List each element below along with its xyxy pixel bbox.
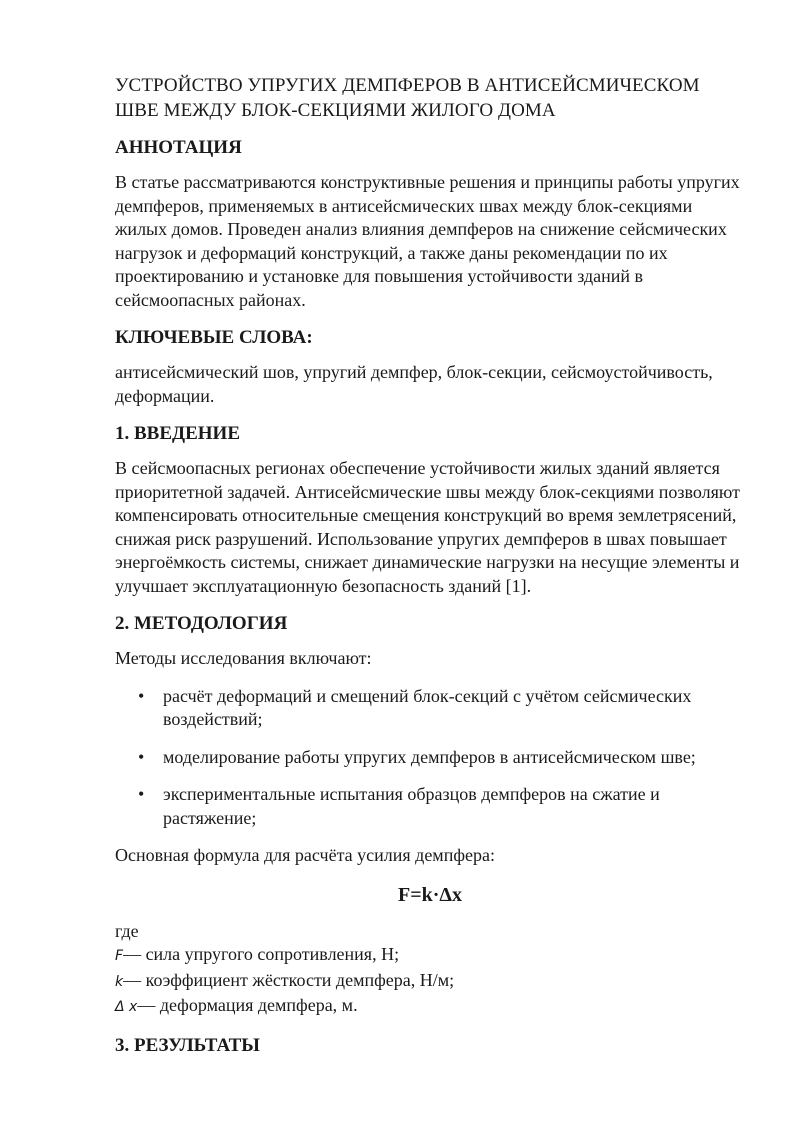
introduction-section xyxy=(115,422,745,598)
introduction-heading: 1. ВВЕДЕНИЕ xyxy=(115,423,240,444)
results-section xyxy=(115,1034,745,1058)
abstract-text: В статье рассматриваются конструктивные решения и принципы работы упругих демпферов, применяемых в антисейсмических швах между блок-секциями жилых домов. Проведен анализ влияния демпферов на снижение сейсмических нагрузок и деформаций конструкций, а также даны рекомендации по их проектированию и установке для повышения устойчивости зданий в сейсмоопасных районах. xyxy=(115,172,740,310)
list-item-text: моделирование работы упругих демпферов в антисейсмическом шве; xyxy=(163,746,696,767)
keywords-heading: КЛЮЧЕВЫЕ СЛОВА: xyxy=(115,327,313,348)
formula-intro: Основная формула для расчёта усилия демпфера: xyxy=(115,845,495,865)
list-item-text: экспериментальные испытания образцов демпферов на сжатие и растяжение; xyxy=(163,784,660,828)
list-item-text: расчёт деформаций и смещений блок-секций с учётом сейсмических воздействий; xyxy=(163,685,692,729)
bullet-icon: • xyxy=(138,784,145,804)
methods-list xyxy=(115,685,745,831)
methodology-intro: Методы исследования включают: xyxy=(115,648,372,668)
definition-row xyxy=(115,943,745,969)
list-item xyxy=(115,685,745,732)
definition-symbol: k xyxy=(115,973,124,990)
keywords-text: антисейсмический шов, упругий демпфер, блок-секции, сейсмоустойчивость, деформации. xyxy=(115,362,713,406)
bullet-icon: • xyxy=(138,685,145,706)
definition-row xyxy=(115,969,745,995)
introduction-text: В сейсмоопасных регионах обеспечение устойчивости жилых зданий является приоритетной задачей. Антисейсмические швы между блок-секциями позволяют компенсировать относительные смещения конструкций во время землетрясений, снижая риск разрушений. Использование упругих демпферов в швах повышает энергоёмкость системы, снижает динамические нагрузки на несущие элементы и улучшает эксплуатационную безопасность зданий [1]. xyxy=(115,458,740,596)
abstract-section xyxy=(115,136,745,312)
bullet-icon: • xyxy=(138,746,145,767)
paper-title: УСТРОЙСТВО УПРУГИХ ДЕМПФЕРОВ В АНТИСЕЙСМИЧЕСКОМ ШВЕ МЕЖДУ БЛОК-СЕКЦИЯМИ ЖИЛОГО ДОМА xyxy=(115,75,700,121)
list-item xyxy=(115,746,745,770)
list-item xyxy=(115,783,745,830)
formula-definitions xyxy=(115,920,745,1020)
where-label: где xyxy=(115,920,139,941)
definition-text: — коэффициент жёсткости демпфера, Н/м; xyxy=(123,969,455,990)
keywords-section xyxy=(115,326,745,408)
definition-text: — деформация демпфера, м. xyxy=(137,995,358,1015)
abstract-heading: АННОТАЦИЯ xyxy=(115,137,242,158)
definition-symbol: F xyxy=(115,948,124,964)
definition-row xyxy=(115,994,745,1020)
definition-symbol: Δ x xyxy=(115,999,138,1015)
damper-force-formula: F=k·Δx xyxy=(398,883,462,906)
methodology-section xyxy=(115,612,745,1020)
definition-text: — сила упругого сопротивления, Н; xyxy=(123,944,400,964)
methodology-heading: 2. МЕТОДОЛОГИЯ xyxy=(115,613,288,634)
results-heading: 3. РЕЗУЛЬТАТЫ xyxy=(115,1034,260,1056)
document-page xyxy=(115,73,745,1069)
